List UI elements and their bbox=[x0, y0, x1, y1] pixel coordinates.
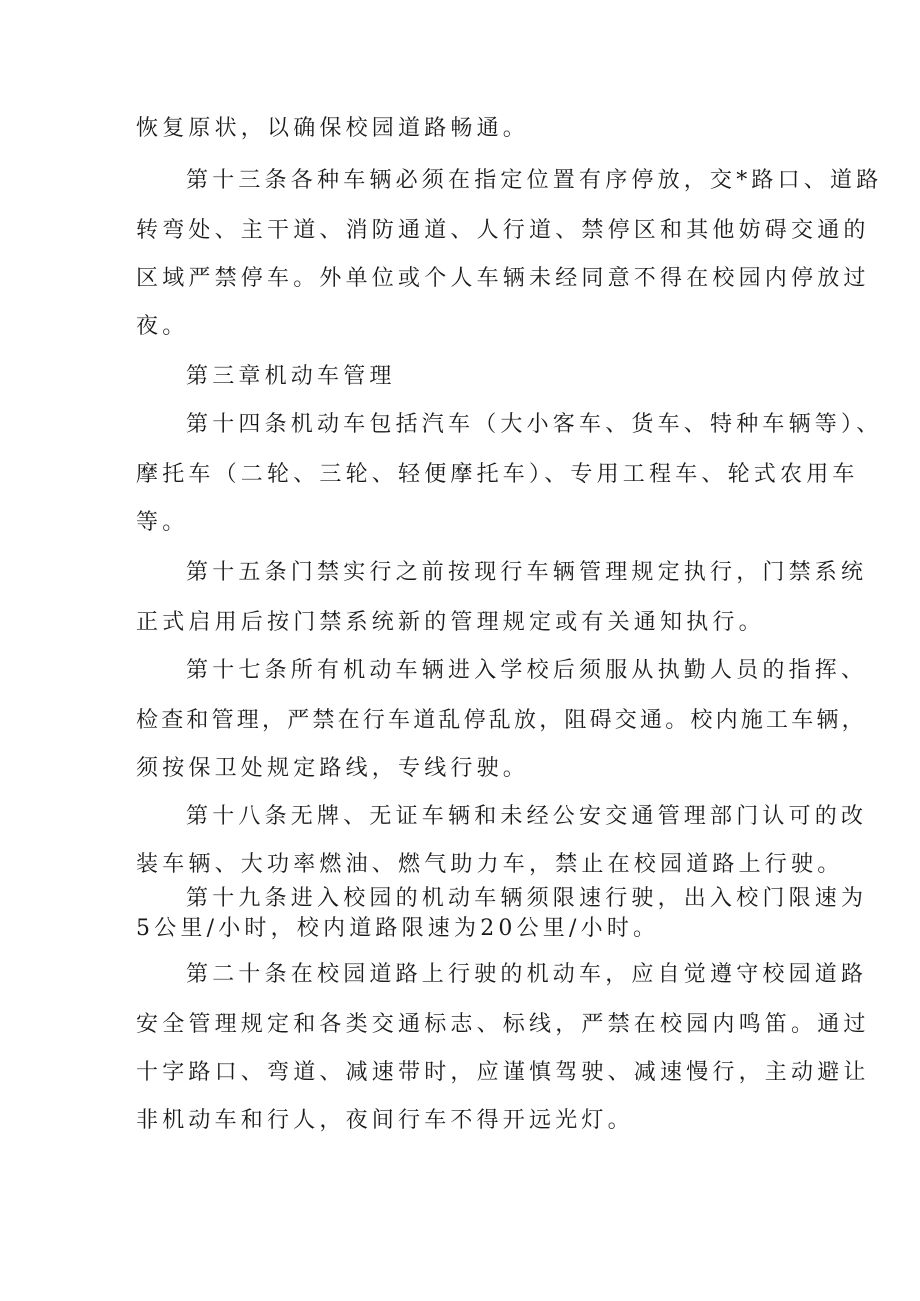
text-line: 检查和管理，严禁在行车道乱停乱放，阻碍交通。校内施工车辆， bbox=[136, 708, 867, 733]
text-line: 摩托车（二轮、三轮、轻便摩托车）、专用工程车、轮式农用车 bbox=[136, 462, 859, 487]
text-line: 安全管理规定和各类交通标志、标线，严禁在校园内鸣笛。通过 bbox=[136, 1012, 870, 1037]
article-13-line: 第十三条各种车辆必须在指定位置有序停放，交*路口、道路 bbox=[186, 168, 883, 193]
text-line: 等。 bbox=[136, 510, 189, 535]
text-line: 正式启用后按门禁系统新的管理规定或有关通知执行。 bbox=[136, 610, 765, 635]
article-19-line: 第十九条进入校园的机动车辆须限速行驶，出入校门限速为 bbox=[186, 886, 868, 911]
article-18-line: 第十八条无牌、无证车辆和未经公安交通管理部门认可的改 bbox=[186, 804, 868, 829]
text-line: 区域严禁停车。外单位或个人车辆未经同意不得在校园内停放过 bbox=[136, 266, 870, 291]
text-line: 须按保卫处规定路线，专线行驶。 bbox=[136, 756, 530, 781]
text-line: 非机动车和行人，夜间行车不得开远光灯。 bbox=[136, 1108, 634, 1133]
text-line: 恢复原状，以确保校园道路畅通。 bbox=[136, 116, 530, 141]
text-line: 转弯处、主干道、消防通道、人行道、禁停区和其他妨碍交通的 bbox=[136, 218, 870, 243]
article-15-line: 第十五条门禁实行之前按现行车辆管理规定执行，门禁系统 bbox=[186, 560, 868, 585]
article-17-line: 第十七条所有机动车辆进入学校后须服从执勤人员的指挥、 bbox=[186, 658, 868, 683]
text-line: 装车辆、大功率燃油、燃气助力车，禁止在校园道路上行驶。 bbox=[136, 852, 844, 877]
article-20-line: 第二十条在校园道路上行驶的机动车，应自觉遵守校园道路 bbox=[186, 962, 868, 987]
text-line: 十字路口、弯道、减速带时，应谨慎驾驶、减速慢行，主动避让 bbox=[136, 1060, 870, 1085]
article-14-line: 第十四条机动车包括汽车（大小客车、货车、特种车辆等）、 bbox=[186, 412, 883, 437]
text-line: 夜。 bbox=[136, 314, 189, 339]
chapter-heading: 第三章机动车管理 bbox=[186, 364, 396, 389]
text-line: 5公里/小时，校内道路限速为20公里/小时。 bbox=[136, 916, 660, 941]
